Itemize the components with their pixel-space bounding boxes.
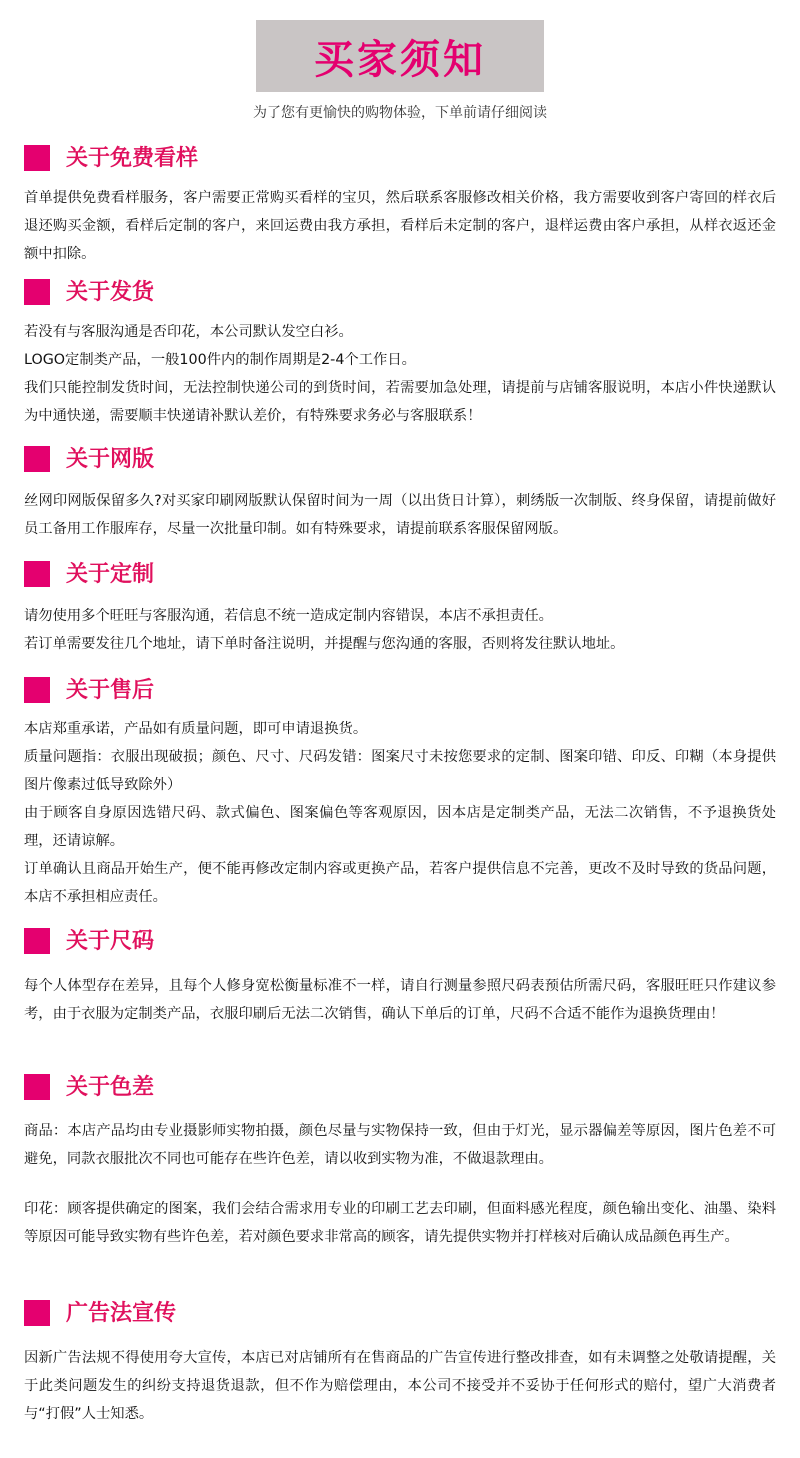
page-title-banner: [256, 20, 544, 92]
paragraph: 每个人体型存在差异，且每个人修身宽松衡量标准不一样，请自行测量参照尺码表预估所需尺码，客服旺旺只作建议参考，由于衣服为定制类产品，衣服印刷后无法二次销售，确认下单后的订单，尺码不合适不能作为退换货理由！: [24, 978, 776, 1022]
section-body: [24, 715, 776, 911]
section-header: [0, 143, 800, 177]
paragraph: 订单确认且商品开始生产，便不能再修改定制内容或更换产品，若客户提供信息不完善，更改不及时导致的货品问题，本店不承担相应责任。: [24, 861, 776, 905]
paragraph: 质量问题指：衣服出现破损；颜色、尺寸、尺码发错：图案尺寸未按您要求的定制、图案印错、印反、印糊（本身提供图片像素过低导致除外）: [24, 749, 776, 793]
section-body: [24, 184, 776, 268]
section-title: 关于免费看样: [66, 145, 199, 171]
section-header: [0, 926, 800, 960]
section-shipping: [0, 277, 800, 424]
section-marker-icon: [24, 279, 50, 305]
section-body: [24, 487, 776, 543]
section-header: [0, 675, 800, 709]
paragraph: 商品：本店产品均由专业摄影师实物拍摄，颜色尽量与实物保持一致，但由于灯光，显示器偏差等原因，图片色差不可避免，同款衣服批次不同也可能存在些许色差，请以收到实物为准，不做退款理由。: [24, 1123, 776, 1167]
section-body: [24, 318, 776, 430]
page-title: 买家须知: [314, 35, 486, 83]
section-marker-icon: [24, 561, 50, 587]
section-marker-icon: [24, 928, 50, 954]
section-body: [24, 1117, 776, 1251]
section-body: [24, 602, 776, 658]
section-title: 关于发货: [66, 279, 155, 305]
section-customization: [0, 559, 800, 652]
section-title: 关于尺码: [66, 928, 155, 954]
section-title: 关于色差: [66, 1074, 155, 1100]
paragraph: 因新广告法规不得使用夸大宣传，本店已对店铺所有在售商品的广告宣传进行整改排查，如有未调整之处敬请提醒，关于此类问题发生的纠纷支持退货退款，但不作为赔偿理由，本公司不接受并不妥协于任何形式的赔付，望广大消费者与“打假”人士知悉。: [24, 1350, 776, 1422]
section-header: [0, 559, 800, 593]
page-subtitle: 为了您有更愉快的购物体验，下单前请仔细阅读: [253, 105, 547, 121]
section-title: 关于售后: [66, 677, 155, 703]
section-header: [0, 444, 800, 478]
section-screen-plate: [0, 444, 800, 537]
paragraph: 丝网印网版保留多久?对买家印刷网版默认保留时间为一周（以出货日计算），刺绣版一次制版、终身保留，请提前做好员工备用工作服库存，尽量一次批量印制。如有特殊要求，请提前联系客服保留网版。: [24, 493, 776, 537]
paragraph: 本店郑重承诺，产品如有质量问题，即可申请退换货。: [24, 721, 368, 737]
section-marker-icon: [24, 1074, 50, 1100]
section-after-sales: [0, 675, 800, 905]
section-title: 关于定制: [66, 561, 155, 587]
section-marker-icon: [24, 145, 50, 171]
section-color-difference: [0, 1072, 800, 1245]
paragraph: 我们只能控制发货时间，无法控制快递公司的到货时间，若需要加急处理，请提前与店铺客服说明，本店小件快递默认为中通快递，需要顺丰快递请补默认差价，有特殊要求务必与客服联系！: [24, 380, 776, 424]
section-title: 广告法宣传: [66, 1300, 177, 1326]
section-advertising-law: [0, 1298, 800, 1422]
section-title: 关于网版: [66, 446, 155, 472]
paragraph: 若没有与客服沟通是否印花，本公司默认发空白衫。: [24, 324, 353, 340]
paragraph: 印花：顾客提供确定的图案，我们会结合需求用专业的印刷工艺去印刷，但面料感光程度，颜色输出变化、油墨、染料等原因可能导致实物有些许色差，若对颜色要求非常高的顾客，请先提供实物并打样核对后确认成品颜色再生产。: [24, 1201, 776, 1245]
section-header: [0, 1298, 800, 1332]
paragraph: 由于顾客自身原因选错尺码、款式偏色、图案偏色等客观原因，因本店是定制类产品，无法二次销售，不予退换货处理，还请谅解。: [24, 805, 776, 849]
paragraph: 首单提供免费看样服务，客户需要正常购买看样的宝贝，然后联系客服修改相关价格，我方需要收到客户寄回的样衣后退还购买金额，看样后定制的客户，来回运费由我方承担，看样后未定制的客户，退样运费由客户承担，从样衣返还金额中扣除。: [24, 190, 776, 262]
paragraph: LOGO定制类产品，一般100件内的制作周期是2-4个工作日。: [24, 352, 416, 368]
paragraph: 请勿使用多个旺旺与客服沟通，若信息不统一造成定制内容错误，本店不承担责任。: [24, 608, 553, 624]
section-header: [0, 277, 800, 311]
section-marker-icon: [24, 446, 50, 472]
section-body: [24, 972, 776, 1028]
section-marker-icon: [24, 1300, 50, 1326]
section-free-sample: [0, 143, 800, 262]
section-marker-icon: [24, 677, 50, 703]
section-sizing: [0, 926, 800, 1022]
section-header: [0, 1072, 800, 1106]
paragraph: 若订单需要发往几个地址，请下单时备注说明，并提醒与您沟通的客服，否则将发往默认地址。: [24, 636, 625, 652]
section-body: [24, 1344, 776, 1428]
